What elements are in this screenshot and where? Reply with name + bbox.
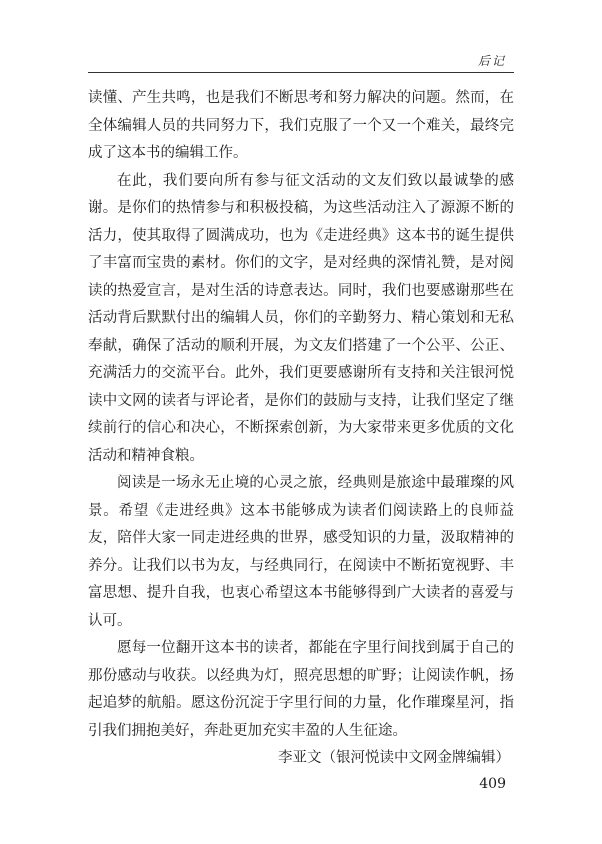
author-signature: 李亚文（银河悦读中文网金牌编辑）	[278, 750, 510, 766]
paragraph: 愿每一位翻开这本书的读者，都能在字里行间找到属于自己的那份感动与收获。以经典为灯，照亮思想的旷野；让阅读作帆，扬起追梦的航船。愿这份沉淀于字里行间的力量，化作璀璨星河，指引我们拥抱美好，奔赴更加充实丰盈的人生征途。	[88, 640, 514, 739]
paragraph: 在此，我们要向所有参与征文活动的文友们致以最诚挚的感谢。是你们的热情参与和积极投稿，为这些活动注入了源源不断的活力，使其取得了圆满成功，也为《走进经典》这本书的诞生提供了丰富而宝贵的素材。你们的文字，是对经典的深情礼赞，是对阅读的热爱宣言，是对生活的诗意表达。同时，我们也要感谢那些在活动背后默默付出的编辑人员，你们的辛勤努力、精心策划和无私奉献，确保了活动的顺利开展，为文友们搭建了一个公平、公正、充满活力的交流平台。此外，我们更要感谢所有支持和关注银河悦读中文网的读者与评论者，是你们的鼓励与支持，让我们坚定了继续前行的信心和决心，不断探索创新，为大家带来更多优质的文化活动和精神食粮。	[88, 172, 514, 464]
header-rule	[88, 72, 514, 73]
running-head: 后记	[477, 54, 506, 68]
page-number: 409	[479, 776, 506, 792]
paragraph: 读懂、产生共鸣，也是我们不断思考和努力解决的问题。然而，在全体编辑人员的共同努力下，我们克服了一个又一个难关，最终完成了这本书的编辑工作。	[88, 90, 514, 161]
paragraph: 阅读是一场永无止境的心灵之旅，经典则是旅途中最璀璨的风景。希望《走进经典》这本书能够成为读者们阅读路上的良师益友，陪伴大家一同走进经典的世界，感受知识的力量，汲取精神的养分。让我们以书为友，与经典同行，在阅读中不断拓宽视野、丰富思想、提升自我，也衷心希望这本书能够得到广大读者的喜爱与认可。	[88, 475, 514, 629]
body-text	[88, 85, 514, 773]
